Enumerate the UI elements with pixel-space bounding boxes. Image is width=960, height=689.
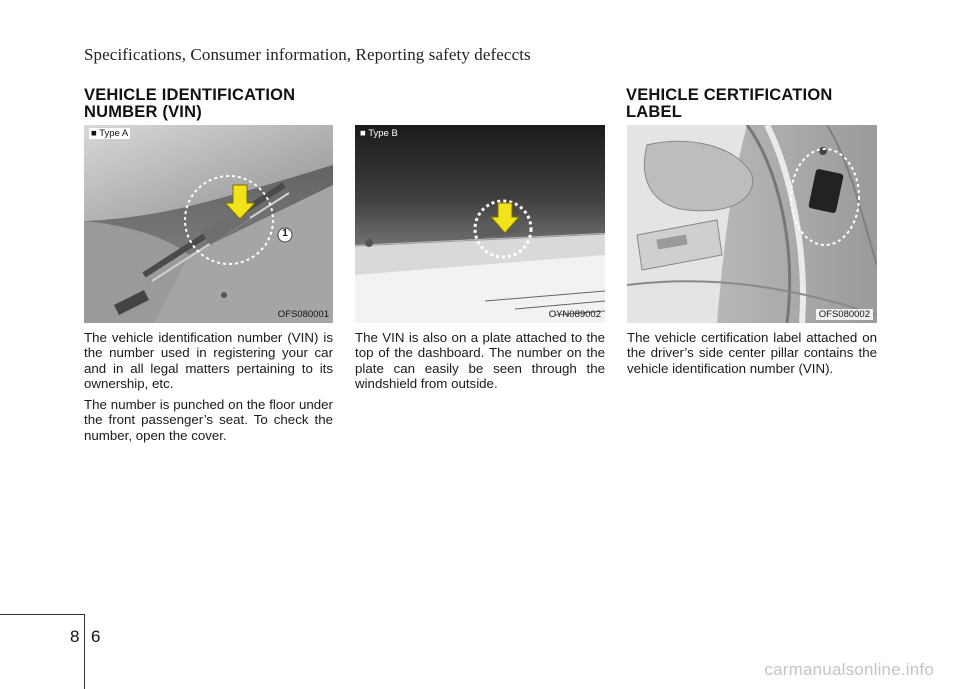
cert-heading — [626, 87, 832, 121]
dashboard-illustration — [355, 125, 605, 323]
cert-heading-line2: LABEL — [626, 103, 682, 121]
photo-a-code: OFS080001 — [277, 309, 329, 320]
cert-body-text — [627, 330, 877, 382]
footer-rule-horizontal — [0, 614, 84, 615]
vin-heading — [84, 87, 295, 121]
photo-b-code: OYN089002 — [548, 309, 601, 320]
type-b-label: ■ Type B — [360, 128, 398, 139]
cert-paragraph-1: The vehicle certification label attached on the driver’s side center pillar contains the vehicle identification number (VIN). — [627, 330, 877, 376]
door-pillar-illustration — [627, 125, 877, 323]
seat-floor-illustration — [84, 125, 333, 323]
page-header-title: Specifications, Consumer information, Reporting safety defeccts — [84, 45, 531, 64]
vin-paragraph-2: The number is punched on the floor under the front passenger’s seat. To check the number, open the cover. — [84, 397, 333, 443]
vin-heading-line1: VEHICLE IDENTIFICATION — [84, 86, 296, 104]
type-a-label: ■ Type A — [91, 128, 129, 139]
vin-plate-paragraph-1: The VIN is also on a plate attached to the top of the dashboard. The number on the plate can easily be seen through the windshield from outside. — [355, 330, 605, 391]
callout-number: 1 — [282, 228, 288, 239]
photo-type-a — [84, 125, 333, 323]
vin-body-text — [84, 330, 333, 449]
cert-heading-line1: VEHICLE CERTIFICATION — [626, 86, 833, 104]
header-rule — [76, 66, 876, 71]
page-section-number: 8 — [70, 627, 80, 646]
vin-plate-body-text — [355, 330, 605, 397]
vin-paragraph-1: The vehicle identification number (VIN) is the number used in registering your car and in all legal matters pertaining to its ownership, etc. — [84, 330, 333, 391]
footer-rule-vertical — [84, 614, 85, 689]
page-number: 6 — [91, 627, 101, 646]
vin-heading-line2: NUMBER (VIN) — [84, 103, 202, 121]
photo-type-b — [355, 125, 605, 323]
photo-cert-label — [627, 125, 877, 323]
photo-c-code: OFS080002 — [816, 309, 873, 320]
watermark-text: carmanualsonline.info — [764, 660, 934, 679]
